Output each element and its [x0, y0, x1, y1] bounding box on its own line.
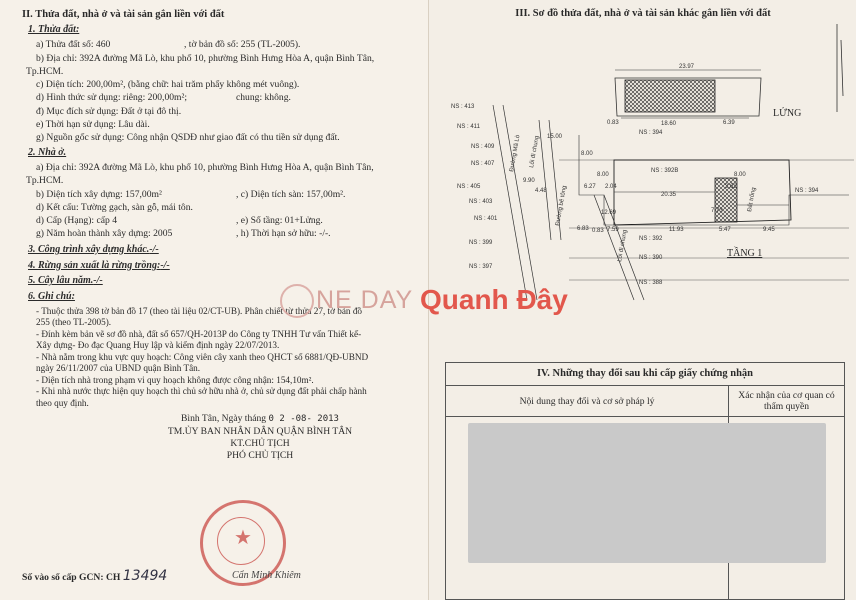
dim-label: 7.73 — [711, 208, 723, 214]
note-line: ngày 26/11/2007 của UBND quận Bình Tân. — [36, 363, 201, 374]
date-text: Bình Tân, Ngày tháng — [181, 413, 267, 425]
section-2-title: II. Thửa đất, nhà ở và tài sản gắn liền với đất — [22, 9, 225, 20]
ns-label: NS : 405 — [457, 184, 481, 190]
notes-heading: 6. Ghi chú: — [28, 291, 75, 303]
dim-label: 0.83 — [592, 228, 604, 234]
dim-label: 8.00 — [581, 151, 593, 157]
watermark-brand: Quanh Đây — [420, 284, 568, 315]
dim-label: 4.48 — [535, 188, 547, 194]
dim-label: 9.90 — [523, 178, 535, 184]
dim-label: 8.00 — [597, 172, 609, 178]
serial-label: Số vào sổ cấp GCN: CH — [22, 572, 121, 583]
other-works-label: 3. Công trình xây dựng khác. — [28, 243, 150, 255]
dim-label: 8.00 — [734, 172, 746, 178]
section-3-title: III. Sơ đồ thửa đất, nhà ở và tài sản khác gắn liền với đất — [515, 8, 771, 19]
signer-kt: KT.CHỦ TỊCH — [230, 438, 290, 450]
use-form-private: d) Hình thức sử dụng: riêng: 200,00m²; — [36, 92, 188, 104]
land-address-cont: Tp.HCM. — [26, 65, 64, 77]
land-area: c) Diện tích: 200,00m², (bằng chữ: hai trăm phẩy không mét vuông). — [36, 79, 300, 91]
year-row — [36, 228, 418, 240]
parcel-row — [36, 39, 418, 51]
col-changes-header: Nội dung thay đổi và cơ sở pháp lý — [446, 386, 729, 416]
house-grade: d) Cấp (Hạng): cấp 4 — [36, 215, 117, 227]
land-origin: g) Nguồn gốc sử dụng: Công nhận QSDĐ như giao đất có thu tiền sử dụng đất. — [36, 132, 340, 144]
changes-table-header — [446, 386, 844, 417]
notes-block — [36, 306, 418, 410]
house-floors: , e) Số tầng: 01+Lửng. — [236, 215, 323, 227]
land-term: e) Thời hạn sử dụng: Lâu dài. — [36, 118, 150, 130]
house-address-cont: Tp.HCM. — [26, 175, 64, 187]
ns-label: NS : 388 — [639, 280, 663, 286]
note-line: - Khi nhà nước thực hiện quy hoạch thì chủ sở hữu nhà ở, chủ sử dụng đất phải chấp hành — [36, 386, 367, 397]
dim-label: 9.45 — [763, 227, 775, 233]
tang1-label: TẦNG 1 — [727, 248, 763, 259]
house-address: a) Địa chỉ: 392A đường Mã Lò, khu phố 10, phường Bình Hưng Hòa A, quận Bình Tân, — [36, 162, 374, 174]
dim-label: 6.39 — [723, 120, 735, 126]
ns-label: NS : 394 — [795, 188, 819, 194]
land-address: b) Địa chỉ: 392A đường Mã Lò, khu phố 10, phường Bình Hưng Hòa A, quận Bình Tân, — [36, 52, 375, 64]
street-label: Đường Mã Lò — [509, 134, 522, 173]
land-heading: 1. Thửa đất: — [28, 24, 80, 36]
dim-label: 5.47 — [719, 227, 731, 233]
house-ownership: , h) Thời hạn sở hữu: -/-. — [236, 228, 331, 240]
ns-label: NS : 394 — [639, 130, 663, 136]
use-form-row — [36, 92, 418, 104]
street-label: Lối đi chung — [617, 229, 629, 263]
ns-label: NS : 392B — [651, 168, 679, 174]
neighbor-labels — [451, 104, 819, 286]
land-purpose: đ) Mục đích sử dụng: Đất ở tại đô thị. — [36, 105, 182, 117]
house-heading: 2. Nhà ở. — [28, 147, 67, 159]
note-line: - Thuộc thửa 398 tờ bản đồ 17 (theo tài liệu 02/CT-UB). Phân chiết từ thửa 27, tờ bản đồ — [36, 305, 363, 316]
dim-label: 7.59 — [607, 227, 619, 233]
street-label: Đường bê tông — [555, 185, 569, 227]
watermark-logo-icon — [280, 284, 314, 318]
floor-area: , c) Diện tích sàn: 157,00m². — [236, 188, 346, 200]
ns-label: NS : 401 — [474, 216, 498, 222]
street-label: Lối đi chung — [529, 135, 541, 169]
other-works — [28, 244, 418, 257]
perennial-label: 5. Cây lâu năm. — [28, 275, 94, 287]
ns-label: NS : 399 — [469, 240, 493, 246]
serial-number — [22, 568, 167, 584]
signer-org: TM.ỦY BAN NHÂN DÂN QUẬN BÌNH TÂN — [167, 425, 353, 437]
empty-land-label: Đất trống — [747, 186, 758, 213]
forest-value: -/- — [160, 259, 170, 271]
note-line: - Nhà nằm trong khu vực quy hoạch: Công viên cây xanh theo QHCT số 6881/QĐ-UBND — [36, 351, 369, 362]
ns-label: NS : 403 — [469, 199, 493, 205]
changes-table — [445, 362, 845, 600]
note-line: - Đính kèm bản vẽ sơ đồ nhà, đất số 657/QH-2013P do Công ty TNHH Tư vấn Thiết kế- — [36, 328, 362, 339]
dim-label: 20.35 — [661, 192, 677, 198]
dim-label: 6.83 — [577, 226, 589, 232]
section-4-title: IV. Những thay đổi sau khi cấp giấy chứng nhận — [446, 363, 844, 386]
build-area: b) Diện tích xây dựng: 157,00m² — [36, 188, 162, 200]
dim-label: 0.83 — [607, 120, 619, 126]
pen-strokes — [837, 24, 843, 112]
mezzanine-plan — [615, 70, 761, 118]
dim-label: 23.97 — [679, 64, 695, 70]
dim-label: 11.93 — [669, 227, 684, 233]
note-line: 255 (theo TL-2005). — [36, 317, 112, 328]
ns-label: NS : 390 — [639, 255, 663, 261]
date-line — [102, 413, 418, 426]
redacted-area — [468, 423, 826, 563]
lung-label: LỬNG — [773, 108, 802, 119]
parcel-number: a) Thửa đất số: 460 — [36, 39, 111, 51]
serial-value: 13494 — [122, 568, 168, 584]
street-lines — [493, 105, 644, 300]
dim-label: 6.27 — [584, 184, 596, 190]
area-row — [36, 189, 418, 201]
use-form-common: chung: không. — [236, 92, 291, 104]
ns-label: NS : 411 — [457, 124, 480, 130]
ns-label: NS : 407 — [471, 161, 495, 167]
house-structure: d) Kết cấu: Tường gạch, sàn gỗ, mái tôn. — [36, 201, 193, 213]
ns-label: NS : 397 — [469, 264, 493, 270]
note-line: - Diện tích nhà trong phạm vi quy hoạch không được công nhận: 154,10m². — [36, 374, 314, 385]
map-sheet: , tờ bản đồ số: 255 (TL-2005). — [184, 39, 301, 51]
forest — [28, 260, 418, 273]
dim-label: 15.00 — [547, 134, 563, 140]
note-line: theo quy định. — [36, 397, 89, 408]
note-line: Xây dựng- Đo đạc Quang Huy lập và kiểm định ngày 22/07/2013. — [36, 340, 280, 351]
ground-floor-plan — [559, 135, 854, 280]
grade-row — [36, 215, 418, 227]
forest-label: 4. Rừng sản xuất là rừng trồng: — [28, 259, 161, 271]
watermark-one-day: NE DAY — [316, 286, 414, 314]
signer-name: Cẩn Minh Khiêm — [232, 570, 301, 581]
seal-star-icon: ★ — [234, 527, 252, 549]
dim-label: 18.60 — [661, 121, 677, 127]
ns-label: NS : 409 — [471, 144, 495, 150]
signer-title: PHÓ CHỦ TỊCH — [226, 450, 294, 462]
dim-label: 3.62 — [725, 184, 737, 190]
dim-label: 2.04 — [605, 184, 617, 190]
col-confirm-header: Xác nhận của cơ quan có thẩm quyền — [738, 390, 835, 412]
ns-label: NS : 413 — [451, 104, 475, 110]
ns-label: NS : 392 — [639, 236, 663, 242]
house-year: g) Năm hoàn thành xây dựng: 2005 — [36, 228, 173, 240]
perennial-value: -/- — [93, 275, 103, 287]
dim-label: 12.69 — [601, 210, 617, 216]
other-works-value: -/- — [149, 243, 159, 255]
date-stamp: 0 2 -08- 2013 — [268, 414, 339, 425]
watermark — [280, 280, 580, 320]
